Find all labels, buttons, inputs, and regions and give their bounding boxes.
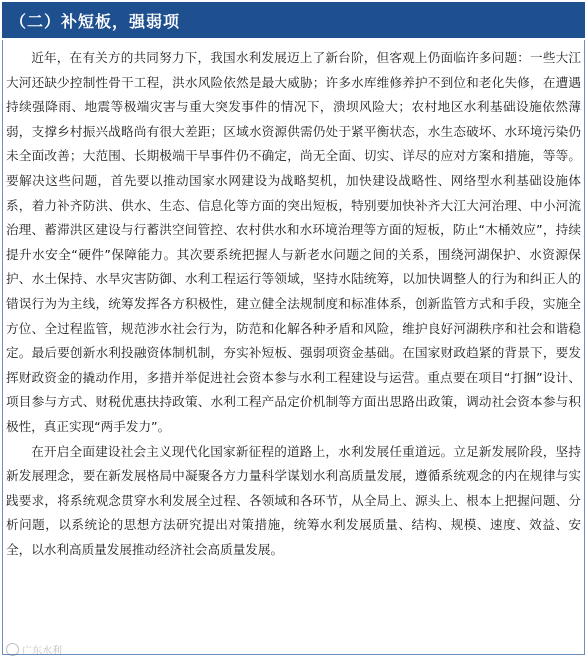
section-title: （二）补短板，强弱项	[10, 11, 181, 31]
content-box	[2, 40, 585, 655]
section-header	[2, 2, 585, 38]
paragraph: 近年，在有关方的共同努力下，我国水利发展迈上了新台阶，但客观上仍面临许多问题：一些大江大河还缺少控制性骨干工程，洪水风险依然是最大威胁；许多水库维修养护不到位和老化失修，在遭遇持续强降雨、地震等极端灾害与重大突发事件的情况下，溃坝风险大；农村地区水利基础设施依然薄弱，支撑乡村振兴战略尚有很大差距；区域水资源供需仍处于紧平衡状态，水生态破坏、水环境污染仍未全面改善；大范围、长期极端干旱事件仍不确定，尚无全面、切实、详尽的应对方案和措施，等等。要解决这些问题，首先要以推动国家水网建设为战略契机，加快建设战略性、网络型水利基础设施体系，着力补齐防洪、供水、生态、信息化等方面的突出短板，特别要加快补齐大江大河治理、中小河流治理、蓄滞洪区建设与行蓄洪空间管控、农村供水和水环境治理等方面的短板，防止“木桶效应”，持续提升水安全“硬件”保障能力。其次要系统把握人与新老水问题之间的关系，围绕河湖保护、水资源保护、水土保持、水旱灾害防御、水利工程运行等领域，坚持水陆统筹，以加快调整人的行为和纠正人的错误行为为主线，统筹发挥各方积极性，建立健全法规制度和标准体系，创新监管方式和手段，实施全方位、全过程监管，规范涉水社会行为，防范和化解各种矛盾和风险，维护良好河湖秩序和社会和谐稳定。最后要创新水利投融资体制机制，夯实补短板、强弱项资金基础。在国家财政趋紧的背景下，要发挥财政资金的撬动作用，多措并举促进社会资本参与水利工程建设与运营。重点要在项目“打捆”设计、项目参与方式、财税优惠扶持政策、水利工程产品定价机制等方面出思路出政策，调动社会资本参与积极性，真正实现“两手发力”。	[6, 50, 581, 434]
watermark	[6, 641, 62, 657]
watermark-logo-icon	[6, 643, 19, 656]
watermark-text: 广东水利	[22, 645, 62, 657]
paragraph: 在开启全面建设社会主义现代化国家新征程的道路上，水利发展任重道远。立足新发展阶段，坚持新发展理念，要在新发展格局中凝聚各方力量科学谋划水利高质量发展，遵循系统观念的内在规律与实践要求，将系统观念贯穿水利发展全过程、各领域和各环节，从全局上、源头上、根本上把握问题、分析问题，以系统论的思想方法研究提出对策措施，统筹水利发展质量、结构、规模、速度、效益、安全，以水利高质量发展推动经济社会高质量发展。	[6, 443, 581, 557]
